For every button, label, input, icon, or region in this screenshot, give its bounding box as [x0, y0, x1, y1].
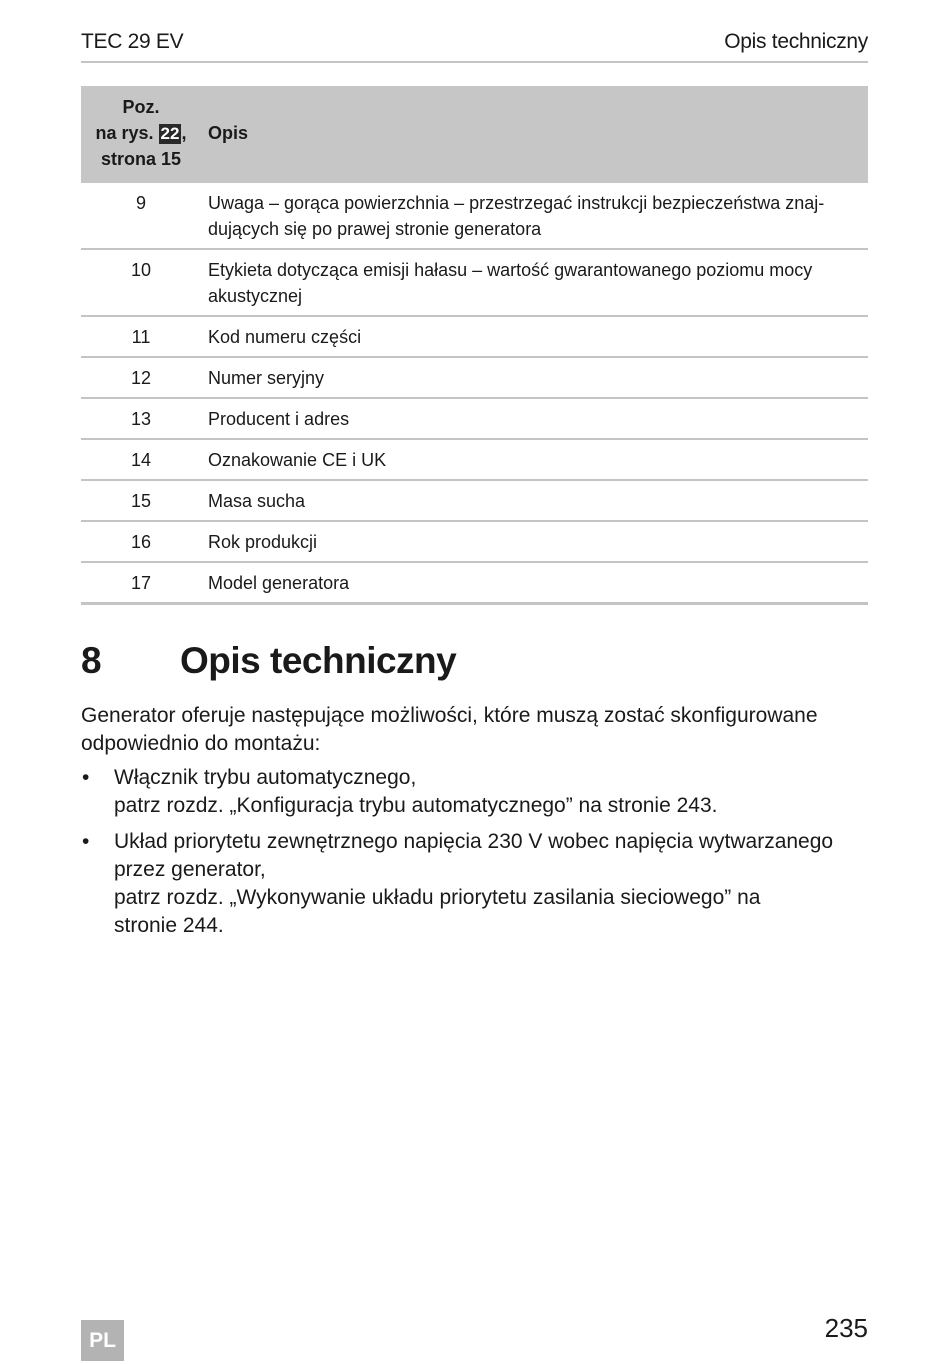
description-line: Kod numeru części — [208, 327, 362, 347]
section-number: 8 — [81, 640, 102, 681]
list-item-line: stronie 244. — [114, 914, 224, 937]
description-line: Oznakowanie CE i UK — [208, 450, 387, 470]
description-column-header: Opis — [208, 123, 249, 143]
list-item-line: Układ priorytetu zewnętrznego napięcia 230 V wobec napięcia wytwarzanego — [114, 830, 834, 853]
list-item — [81, 764, 868, 820]
position-column-header: Poz. na rys. 22 , strona 15 — [95, 97, 187, 169]
position-cell: 16 — [81, 521, 201, 562]
bullet-icon: • — [82, 830, 90, 853]
table-row — [81, 357, 868, 398]
list-item — [81, 828, 868, 940]
intro-paragraph: Generator oferuje następujące możliwości, które muszą zostać skonfigurowane odpowiednio do montażu: — [81, 704, 818, 755]
list-item-line: patrz rozdz. „Wykonywanie układu priorytetu zasilania sieciowego” na — [114, 886, 761, 909]
description-cell — [201, 183, 868, 249]
list-item-line: patrz rozdz. „Konfiguracja trybu automatycznego” na stronie 243. — [114, 794, 718, 817]
position-cell: 14 — [81, 439, 201, 480]
feature-list — [81, 764, 868, 940]
description-cell — [201, 398, 868, 439]
table-row — [81, 398, 868, 439]
description-cell — [201, 249, 868, 316]
chapter-title: Opis techniczny — [724, 30, 868, 53]
language-badge: PL — [81, 1320, 124, 1361]
description-line: Masa sucha — [208, 491, 306, 511]
position-cell: 11 — [81, 316, 201, 357]
description-cell — [201, 316, 868, 357]
table-row — [81, 316, 868, 357]
list-item-line: przez generator, — [114, 858, 266, 881]
description-line: Numer seryjny — [208, 368, 325, 388]
description-line: dujących się po prawej stronie generatora — [208, 219, 542, 239]
description-cell — [201, 357, 868, 398]
description-line: akustycznej — [208, 286, 303, 306]
table-row — [81, 249, 868, 316]
description-cell — [201, 439, 868, 480]
list-item-line: Włącznik trybu automatycznego, — [114, 766, 417, 789]
table-row — [81, 521, 868, 562]
table-row — [81, 562, 868, 604]
position-cell: 13 — [81, 398, 201, 439]
position-cell: 17 — [81, 562, 201, 604]
bullet-icon: • — [82, 766, 90, 789]
position-cell: 12 — [81, 357, 201, 398]
description-line: Rok produkcji — [208, 532, 318, 552]
description-line: Etykieta dotycząca emisji hałasu – wartość gwarantowanego poziomu mocy — [208, 260, 813, 280]
document-title: TEC 29 EV — [81, 30, 184, 53]
description-cell — [201, 521, 868, 562]
table-header-row — [81, 86, 868, 183]
table-row — [81, 183, 868, 249]
description-line: Uwaga – gorąca powierzchnia – przestrzegać instrukcji bezpieczeństwa znaj- — [208, 193, 825, 213]
position-cell: 10 — [81, 249, 201, 316]
page-number: 235 — [824, 1313, 868, 1343]
table-body — [81, 183, 868, 604]
position-cell: 15 — [81, 480, 201, 521]
figure-number-badge: 22 — [160, 124, 180, 143]
description-cell — [201, 562, 868, 604]
page-header — [81, 30, 868, 63]
section-heading — [81, 640, 868, 682]
section-title: Opis techniczny — [180, 640, 457, 681]
description-line: Producent i adres — [208, 409, 350, 429]
table-row — [81, 439, 868, 480]
section-body — [81, 702, 868, 948]
description-line: Model generatora — [208, 573, 350, 593]
position-cell: 9 — [81, 183, 201, 249]
table-row — [81, 480, 868, 521]
label-description-table — [81, 86, 868, 605]
description-cell — [201, 480, 868, 521]
